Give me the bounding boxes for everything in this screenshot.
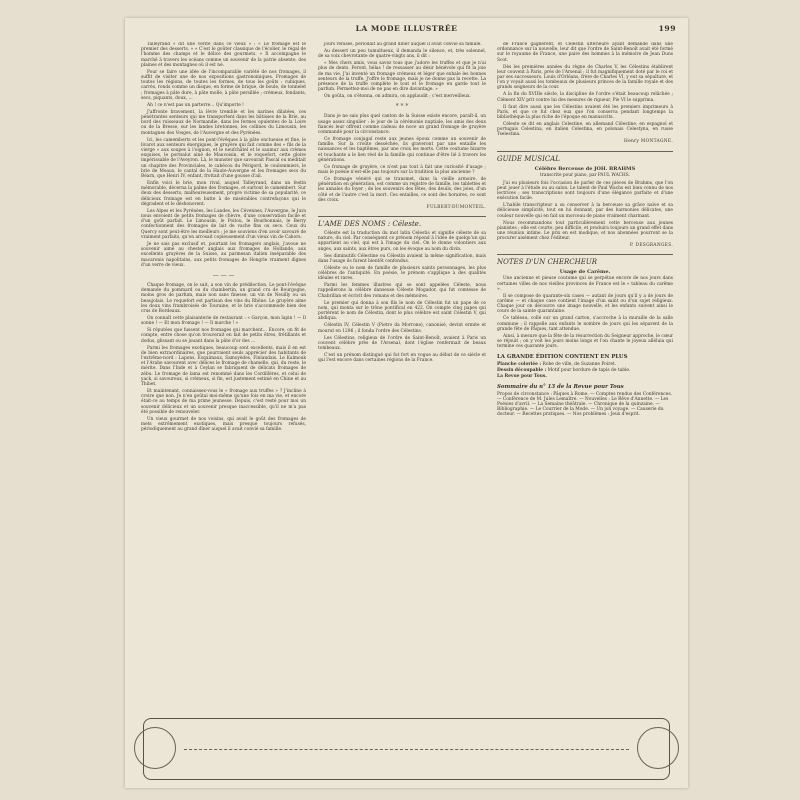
guide-note: transcrite pour piano, par PAUL WACHS. (540, 172, 630, 178)
ornamental-footer-frame (143, 718, 670, 780)
column-1 (141, 42, 306, 710)
paragraph: Le premier qui donna à son fils le nom de Célestin fut un pape de ce nom, qui monta sur le trône pontifical en 422. On compte cinq papes qui portèrent le nom de Célestin, dont le plus célèbre est saint Célestin V, qui abdiqua. (318, 300, 486, 322)
paragraph: On connaît cette plaisanterie de restaurant : « Garçon, mon lapin ! — Il sonne ! — Et mon fromage ! — Il marche ! » (141, 315, 306, 327)
paragraph: Les Célestins, religieux de l'ordre de Saint-Benoît, avaient à Paris un couvent célèbre près de l'Arsenal, dont l'église renfermait de beaux tombeaux. (318, 335, 486, 351)
column-2 (318, 42, 486, 710)
paragraph: C'est un prénom distingué qui fut fort en vogue au début de ce siècle et qui l'est encore dans certaines régions de la France. (318, 352, 486, 364)
paragraph: Dans je ne sais plus quel canton de la Suisse existe encore, paraît-il, un usage assez singulier : le jour de la cérémonie nuptiale, les amis des deux fiancés leur offrent comme cadeau de noce un grand fromage de gruyère commandé pour la circonstance. (318, 114, 486, 136)
edition-item-label: Planche coloriée : (497, 361, 542, 367)
ornament-flourish (184, 749, 629, 750)
paragraph: Céleste se dit en anglais Celestine, en allemand Cölestine, en espagnol et portugais Celestina, en italien Celestina, en polonais Celestyna, en russe Tselestina. (497, 122, 673, 138)
paragraph: Et maintenant, connaissez-vous le « fromage aux truffes » ? J'incline à croire que non. Je n'en goûtai moi-même qu'une fois en ma vie, et encore était-ce au temps de ma prime jeunesse. Depuis, c'est resté pour moi un souvenir délicieux et un souvenir presque inaccessible, qu'il ne m'a pas été possible de renouveler. (141, 388, 306, 415)
paragraph: Ce fromage vénéré qui se transmet, dans la vieille armoire, de génération en génération, est comme un registre de famille, les tablettes et les annales du foyer ; de les souvenirs des fêtes, des deuils, des joies, d'un côté et de l'autre c'est la mort. Ces entailles, ce sont des horaires, ce sont des croix. (318, 177, 486, 203)
paragraph: Parmi les fromages exotiques, beaucoup sont excellents, mais il en est de bien extraordinaires, que pourraient seuls apprécier des habitants de l'extrême-nord : Lapons, Esquimaux, Samoyèdes, Finlandais. Le Kalmouk et l'Arabe savourent avec délices le fromage de chamelle, qui, du reste, le mérite. Dans l'Inde et à Ceylan se fabriquent de délicats fromages de zébu. Le fromage de lama est renommé dans les Cordillères, et celui de yack, si savoureux, si crémeux, si fin, est justement estimé en Chine et au Thibet. (141, 345, 306, 387)
paragraph: Enfin voici le brie, mon rival, auquel Talleyrand, dans un festin mémorable, décerna la palme des fromages, et surtout le camembert. Sur deux des desserts, malheureusement, propre victime de sa popularité, ce délicieux fromage est en butte à de misérables contrefaçons qui le dégradent et le déshonorent. (141, 181, 306, 207)
paragraph: Nous recommandons tout particulièrement cette berceuse aux jeunes pianistes ; elle est courte, peu difficile, et produira toujours un grand effet dans une réunion intime. Le prix en est modique, et nos abonnées pourront se la procurer aisément chez l'éditeur. (497, 220, 673, 242)
column-3 (497, 42, 673, 710)
paragraph: Un vieux gourmet de nos voisins, qui avait le goût des fromages de mets extrêmement exotiques, mais presque toujours refusés, périodiquement au grand dîner auquel il avait convié sa famille. (141, 416, 306, 433)
paragraph: Parmi les femmes illustres qui se sont appelées Céleste, nous rappellerons la célèbre danseuse Céleste Mogador, qui fut comtesse de Chabrillan et écrivit des romans et des mémoires. (318, 283, 486, 299)
author-signature: P. DESGRANGES. (629, 243, 673, 249)
paragraph: jours refusés, périodait au grand dîner auquel il avait convié sa famille. (324, 42, 482, 47)
paragraph: Pour se faire une idée de l'incomparable variété de nos fromages, il suffit de visiter une de nos expositions gastronomiques. Fromages de toutes les régions, de toutes les formes, de tous les goûts : cubiques, carrés, ronds comme un disque, en forme de brique, de boule, de tonnelet ; fromages à pâte dure, à pâte molle, à pâte persillée ; crémeux, fondants, secs, piquants, doux, ... (141, 69, 306, 101)
guide-subtitle: Célèbre Berceuse de JOH. BRAHMS (534, 165, 636, 172)
paragraph: de France gagnèrent, et Célestin ultérieure ayant demandé dans une ordonnance sur la nouvelle, leur dit que l'ordre de Saint-Benoît avait été formé sur le royaume de France, une paire des hommes à la mémoire de Jean Duns Scot. (497, 42, 673, 63)
edition-item-text: Motif pour bordure de tapis de table. (547, 367, 631, 373)
paragraph: Dès les premières années du règne de Charles V, les Célestins établirent leur couvent à Paris, près de l'Arsenal ; il fut magnifiquement doté par le roi et par ses successeurs. Louis d'Orléans, frère de Charles VI, y eut sa sépulture, et l'on y voyait aussi les tombeaux de plusieurs princes de la famille royale et des grands seigneurs de la cour. (497, 64, 673, 91)
paragraph: Ici, les camemberts et les pont-l'évêques à la pâte onctueuse et fine, le livarot aux senteurs énergiques, le gruyère qui fait comme des « fils de la vierge » aux soupes à l'oignon, et le neufchâtel et le saumur aux crèmes exquises, le portsalut ainé de Mauvoisin, et le roquefort, cette gloire impérissable de l'Aveyron. Là, le munster que savourait Pascal ou méditait un chapitre des Provinciales, le cabécou du Périgord, le coulommiers, le brie de Meaux, le cantal de la Haute-Auvergne et les fromages secs du Béarn, que Henri IV, enfant, frottait d'une gousse d'ail. (141, 137, 306, 180)
paragraph: A la fin du XVIIIe siècle, la discipline de l'ordre s'était beaucoup relâchée ; Clément XIV prit contre lui des mesures de rigueur, Pie VI le supprima. (497, 92, 673, 103)
edition-item-label: La Revue pour Tous. (497, 374, 547, 380)
summary-text: Propos de circonstance : Pâques à Rome. — Comptes rendus des Conférences. — Conférence de M. Jules Lemaître. — Nouvelles : Le Rêve d'Annette. — Les Poésies d'avril. — La Semaine théâtrale. — Chronique de la quinzaine. — Bibliographie. — Le Courrier de la Mode. — Un joli voyage. — Causerie du docteur. — Recettes pratiques. — Nos problèmes : Jeux d'esprit. (497, 391, 672, 417)
paragraph: Il faut dire aussi que les Célestins avaient été les premiers imprimeurs à Paris, et que ce fut chez eux que l'on conserva pendant longtemps la bibliothèque la plus riche de l'époque en manuscrits. (497, 104, 673, 121)
author-signature: FULBERT-DUMONTEIL. (426, 204, 486, 210)
paragraph: Talleyrand « dit une vérité dans ce vieux » : « Le fromage est le premier des desserts. » « C'est le goûter classique de l'écolier, le régal de l'homme des champs et le délice des gourmets. » Il accompagne le marché à travers les océans comme un souvenir de la patrie absente, des plaines et des montagnes où il est né. (141, 42, 306, 68)
paragraph: Ah ! ce n'est pas un parterre… Qu'importe ! (147, 102, 244, 108)
paragraph: On goûta, on s'étonna, on admira, on applaudit ; c'est merveilleux. (324, 94, 471, 100)
paragraph: Chaque fromage, on le sait, a son vin de prédilection. Le pont-l'évêque demande du pommard ou du chambertin, un grand cru de Bourgogne, moins gros de parfum, mais non sans finesse, un vin de Neuilly ou un beaujolais. Le roquefort est partisan des vins du Rhône. Le gruyère aime les doux vins frambroisés de Touraine, et le brie s'accommode bien des crus de Bordeaux. (141, 282, 306, 314)
page-number: 199 (658, 24, 676, 33)
paragraph: Si réputées que fussent nos fromages qui marchent… Encore, on fit de compte, entre chose qu'on trouverait en fait de petits êtres, frétillants et dodus, glissant ou se jouant dans la pâte d'or des ... (141, 328, 306, 344)
paragraph: Les Alpes et les Pyrénées, les Landes, les Cévennes, l'Auvergne, le Jura nous envoient de petits fromages de chèvre, d'une conservation facile et d'un goût parfait. Le Limousin, le Poitou, le Bourbonnais, le Berry confectionnent des fromages de lait de vache fins ou secs. Ceux du Quercy sont peut-être les meilleurs ; je me souviens d'en avoir savouré de vraiment parfaits, qu'on arrosait copieusement d'un vieux vin de Cahors. (141, 208, 306, 240)
edition-item (497, 368, 673, 373)
section-title-ame-des-noms: L'AME DES NOMS : Céleste. (318, 216, 486, 228)
paragraph: J'affronte bravement, la lèvre tremble et les narines dilatées, ces pénétrantes senteurs qui me transportent dans les bâtisses de la Brie, au bord des ruisseaux de Normandie, dans les fermes opulentes de la Loire ou de la Bresse, sur les landes bretonnes, les collines du Limousin, les montagnes des Vosges, de l'Auvergne et des Pyrénées. (141, 109, 306, 136)
notes-subtitle: Usage de Carême. (559, 269, 611, 276)
paragraph: Ainsi, à mesure que la fête de la résurrection du Seigneur approche, le cœur se réjouit ; on y voit les jours moins longs et l'on chante le joyeux alléluia qui termine ces quarante jours. (497, 333, 673, 350)
paragraph: Célestin IV, Célestin V (Pietro da Morrone), canonisé, devint ermite et mourut en 1296 ; il fonda l'ordre des Célestins. (318, 323, 486, 334)
edition-item (497, 374, 673, 379)
divider: * * * (395, 103, 409, 111)
running-title: LA MODE ILLUSTRÉE (355, 24, 458, 33)
paragraph: Ce fromage de gruyère, ce n'est pas tout à fait une curiosité d'usage ; mais le poésie n'est-elle pas toujours sur la tradition la plus ancienne ? (318, 164, 486, 176)
edition-item (497, 362, 673, 367)
summary-title: Sommaire du n° 13 de la Revue pour Tous (497, 383, 624, 390)
paragraph: Une ancienne et pieuse coutume qui se perpétue encore de nos jours dans certaines villes de nos vieilles provinces de France est le « tableau du carême ». (497, 276, 673, 292)
ornament-right-icon (637, 727, 679, 769)
author-signature: Henry MONTAGNE. (624, 139, 673, 145)
paragraph: Je ne sais pas exclusif et, pourtant les fromagers anglais, j'avoue ne souvenir aimé au chester anglais aux fromages de Hollande, aux excellents gruyères de la Suisse, au parmesan italien inséparable des macaronis napolitains, aux petits fromages de Hongrie vraiment dignes d'un verre de vieux. (141, 241, 306, 268)
section-title-guide-musical: GUIDE MUSICAL (497, 151, 673, 163)
edition-title: LA GRANDE ÉDITION CONTIENT EN PLUS (497, 353, 628, 360)
magazine-page (125, 18, 688, 788)
paragraph: J'ai eu plusieurs fois l'occasion de parler de ces pièces de Brahms, que l'on peut jouer à l'étude ou au salon. Le talent de Paul Wachs est bien connu de nos lectrices ; ses transcriptions sont toujours d'une élégance parfaite et d'une exécution facile. (497, 180, 673, 202)
paragraph: Au dessert un peu tumultueux, il demanda le silence, et, très solennel, de sa voix chevrotante de quatre-vingts ans, il dit : (318, 49, 486, 60)
paragraph: « Mes chers amis, vous savez tous que j'adore les truffes et que je n'ai plus de dents. Feront, hélas ! de ressasser au désir bénévole qui fit la joie de ma vie. J'ai inventé un fromage crémeux et léger que exhale les bonnes senteurs de la truffe. J'offre le fromage, mais je ne donne pas la recette. La présence de la truffe complète le tout et le fromage en garde tout le parfum. Permettez-moi de ne pas en dire davantage. » (318, 61, 486, 93)
divider: — — — (212, 271, 235, 279)
paragraph: Céleste ou le nom de famille de plusieurs saints personnages, les plus célèbres de l'antiquité. En poésie, le prénom s'applique à des qualités idéales et rares. (318, 265, 486, 282)
paragraph: Ce tableau, collé sur un grand carton, s'accroche à la muraille de la salle commune ; il rappelle aux enfants le nombre de jours qui les séparent de la grande fête de Pâques, tant attendue. (497, 316, 673, 332)
paragraph: Ses diminutifs Célestine ou Célestin avaient la même signification, mais dans l'usage ils furent bientôt confondus. (318, 253, 486, 264)
paragraph: L'habile transcripteur a su conserver à la berceuse sa grâce naïve et sa délicieuse simplicité, tout en lui donnant, par des harmonies délicates, une couleur nouvelle qui en fait un morceau de piano vraiment charmant. (497, 203, 673, 219)
edition-item-label: Dessin découpable : (497, 367, 547, 373)
edition-item-text: Robe de ville, de Suzanne Poiret. (542, 361, 617, 367)
paragraph: Il se compose de quarante-six cases — autant de jours qu'il y a de jours de carême — et chaque case contient l'image d'un saint ou d'un sujet religieux. Chaque jour on découvre une image nouvelle, et les enfants suivent ainsi le cours de la sainte quarantaine. (497, 293, 673, 315)
paragraph: Céleste est la traduction du mot latin Celestis et signifie céleste de sa nature, du ciel. Par conséquent ce prénom répond à l'idée de quelqu'un qui appartient au ciel, qui est à l'image du ciel. On le donne volontiers aux anges, aux saints, aux êtres purs, on les évoque au nom du divin. (318, 231, 486, 252)
section-title-notes-chercheur: NOTES D'UN CHERCHEUR (497, 254, 673, 266)
paragraph: Ce fromage conjugal reste aux jeunes époux comme un souvenir de famille. Sur la croûte desséchée, ils graveront par une entaille les naissances et les baptêmes, par une croix les morts. Cette coutume bizarre et touchante a le lien réel de la famille qui continue d'être lié à travers les générations. (318, 137, 486, 163)
ornament-left-icon (134, 727, 176, 769)
